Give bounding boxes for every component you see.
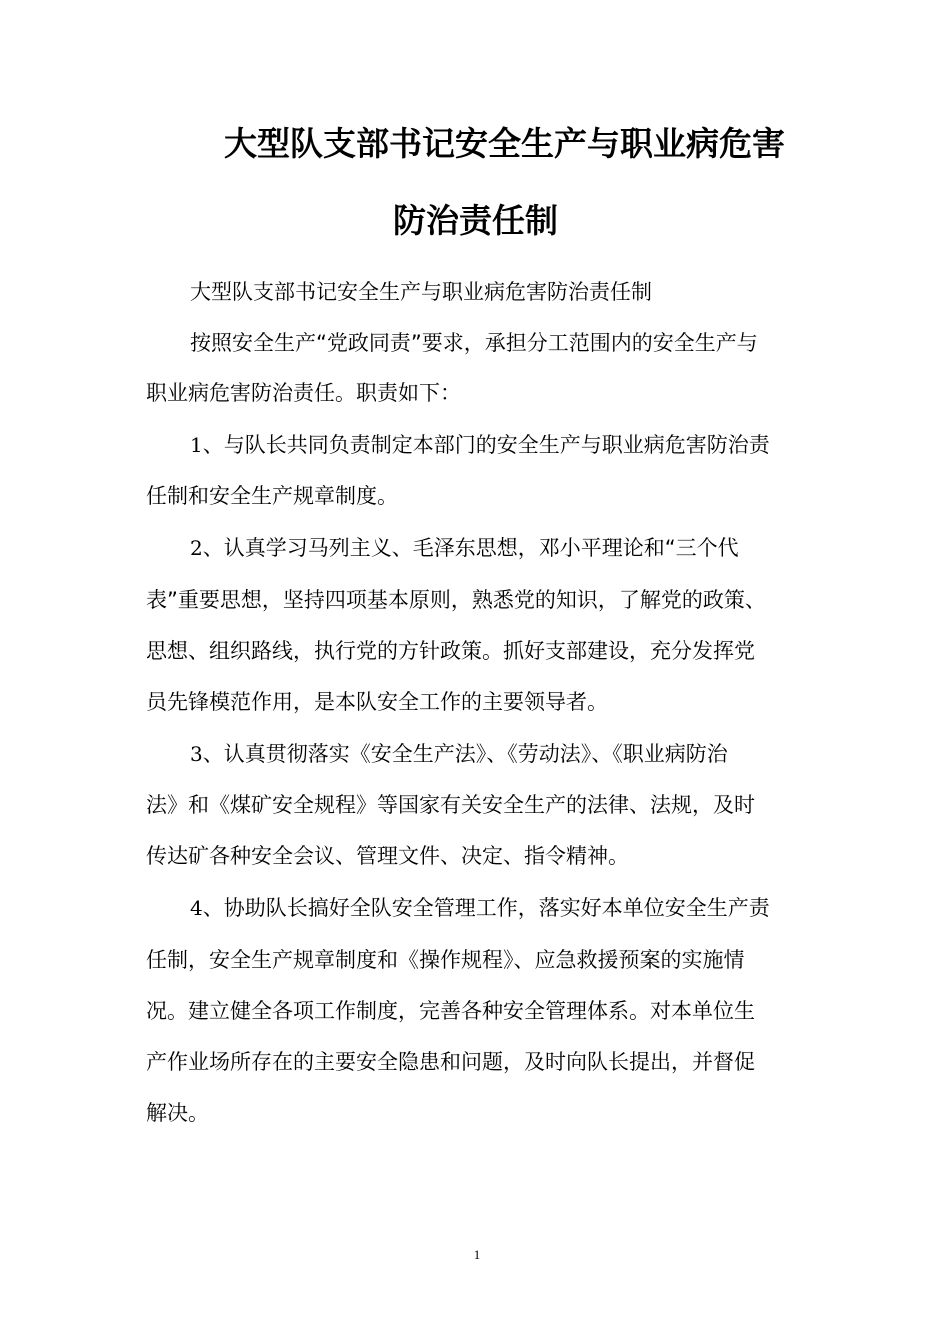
item-3-text: 、认真贯彻落实《安全生产法》、《劳动法》、《职业病防治	[202, 742, 728, 766]
page-number: 1	[473, 1247, 481, 1262]
document-title-line-2: 防治责任制	[393, 201, 558, 240]
document-subtitle: 大型队支部书记安全生产与职业病危害防治责任制	[190, 280, 652, 304]
item-4-text: 、协助队长搞好全队安全管理工作，落实好本单位安全生产责	[202, 896, 770, 920]
item-4-line-5: 解决。	[146, 1101, 209, 1125]
item-3-line-3: 传达矿各种安全会议、管理文件、决定、指令精神。	[146, 844, 629, 868]
item-2-number: 2	[190, 536, 203, 560]
item-2-line-4: 员先锋模范作用，是本队安全工作的主要领导者。	[146, 690, 608, 714]
item-2-line-2: 表”重要思想，坚持四项基本原则，熟悉党的知识，了解党的政策、	[146, 588, 766, 612]
intro-line-1: 按照安全生产“党政同责”要求，承担分工范围内的安全生产与	[190, 331, 758, 355]
item-1-number: 1	[190, 433, 203, 457]
item-2-line-3: 思想、组织路线，执行党的方针政策。抓好支部建设，充分发挥党	[146, 639, 755, 663]
item-2-line-1	[190, 533, 739, 563]
item-1-line-2: 任制和安全生产规章制度。	[146, 484, 398, 508]
document-title-line-1: 大型队支部书记安全生产与职业病危害	[224, 124, 785, 163]
item-1-text: 、与队长共同负责制定本部门的安全生产与职业病危害防治责	[202, 433, 770, 457]
item-4-number: 4	[190, 896, 203, 920]
item-4-line-3: 况。建立健全各项工作制度，完善各种安全管理体系。对本单位生	[146, 999, 755, 1023]
item-4-line-4: 产作业场所存在的主要安全隐患和问题，及时向队长提出，并督促	[146, 1050, 755, 1074]
item-4-line-2: 任制，安全生产规章制度和《操作规程》、应急救援预案的实施情	[146, 948, 745, 972]
item-2-text: 、认真学习马列主义、毛泽东思想，邓小平理论和“三个代	[202, 536, 739, 560]
item-3-line-2: 法》和《煤矿安全规程》等国家有关安全生产的法律、法规，及时	[146, 793, 755, 817]
item-1-line-1	[190, 430, 770, 460]
intro-line-2: 职业病危害防治责任。职责如下：	[146, 381, 461, 405]
item-3-line-1	[190, 739, 728, 769]
item-3-number: 3	[190, 742, 203, 766]
item-4-line-1	[190, 893, 770, 923]
